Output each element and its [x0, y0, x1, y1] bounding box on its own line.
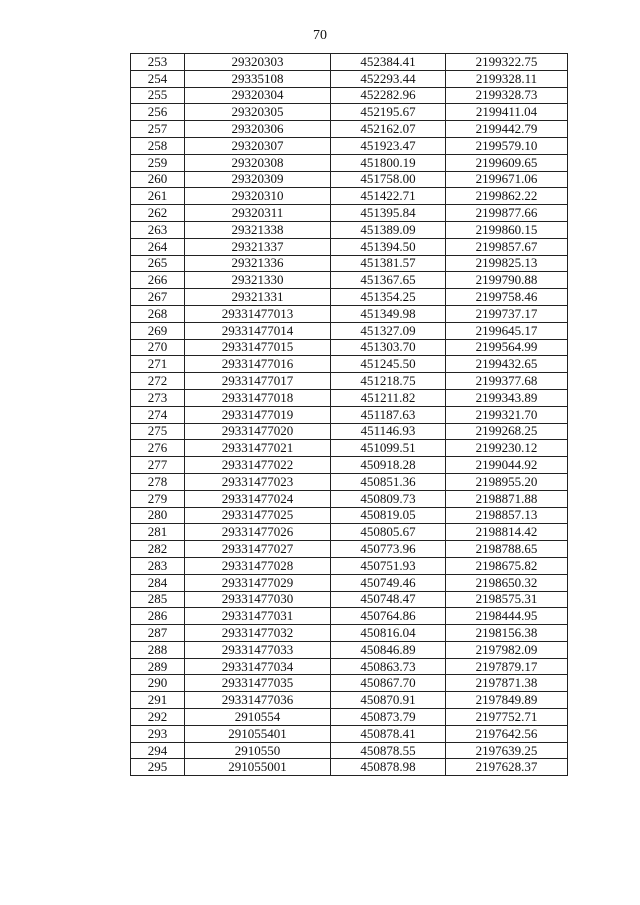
point-number-cell: 259	[131, 154, 185, 171]
coordinates-table	[130, 53, 568, 776]
point-id-cell: 29331477033	[185, 641, 331, 658]
x-coordinate-cell: 451211.82	[331, 389, 446, 406]
point-id-cell: 29335108	[185, 70, 331, 87]
y-coordinate-cell: 2197849.89	[446, 692, 568, 709]
x-coordinate-cell: 451099.51	[331, 440, 446, 457]
point-id-cell: 29320308	[185, 154, 331, 171]
point-id-cell: 29321336	[185, 255, 331, 272]
table-row	[131, 137, 568, 154]
point-number-cell: 275	[131, 423, 185, 440]
table-row	[131, 473, 568, 490]
point-number-cell: 274	[131, 406, 185, 423]
point-number-cell: 278	[131, 473, 185, 490]
point-id-cell: 29321338	[185, 221, 331, 238]
table-row	[131, 154, 568, 171]
y-coordinate-cell: 2197642.56	[446, 725, 568, 742]
point-number-cell: 279	[131, 490, 185, 507]
point-number-cell: 281	[131, 524, 185, 541]
point-number-cell: 295	[131, 759, 185, 776]
point-number-cell: 262	[131, 205, 185, 222]
y-coordinate-cell: 2199737.17	[446, 305, 568, 322]
y-coordinate-cell: 2197639.25	[446, 742, 568, 759]
point-number-cell: 287	[131, 625, 185, 642]
x-coordinate-cell: 452282.96	[331, 87, 446, 104]
point-id-cell: 29331477032	[185, 625, 331, 642]
point-id-cell: 29331477013	[185, 305, 331, 322]
y-coordinate-cell: 2199877.66	[446, 205, 568, 222]
y-coordinate-cell: 2197752.71	[446, 709, 568, 726]
point-id-cell: 29321331	[185, 289, 331, 306]
y-coordinate-cell: 2199671.06	[446, 171, 568, 188]
point-number-cell: 264	[131, 238, 185, 255]
x-coordinate-cell: 451349.98	[331, 305, 446, 322]
point-number-cell: 271	[131, 356, 185, 373]
point-number-cell: 258	[131, 137, 185, 154]
y-coordinate-cell: 2199268.25	[446, 423, 568, 440]
y-coordinate-cell: 2199328.73	[446, 87, 568, 104]
y-coordinate-cell: 2199411.04	[446, 104, 568, 121]
point-number-cell: 255	[131, 87, 185, 104]
x-coordinate-cell: 451395.84	[331, 205, 446, 222]
x-coordinate-cell: 451394.50	[331, 238, 446, 255]
x-coordinate-cell: 451218.75	[331, 373, 446, 390]
y-coordinate-cell: 2199645.17	[446, 322, 568, 339]
point-number-cell: 277	[131, 457, 185, 474]
point-id-cell: 29331477024	[185, 490, 331, 507]
y-coordinate-cell: 2198857.13	[446, 507, 568, 524]
point-id-cell: 29331477019	[185, 406, 331, 423]
y-coordinate-cell: 2199564.99	[446, 339, 568, 356]
point-id-cell: 29331477029	[185, 574, 331, 591]
page-number: 70	[313, 28, 327, 43]
table-row	[131, 305, 568, 322]
x-coordinate-cell: 450805.67	[331, 524, 446, 541]
y-coordinate-cell: 2197871.38	[446, 675, 568, 692]
y-coordinate-cell: 2198675.82	[446, 557, 568, 574]
point-number-cell: 286	[131, 608, 185, 625]
x-coordinate-cell: 451245.50	[331, 356, 446, 373]
point-number-cell: 265	[131, 255, 185, 272]
table-row	[131, 524, 568, 541]
y-coordinate-cell: 2199432.65	[446, 356, 568, 373]
point-id-cell: 291055001	[185, 759, 331, 776]
point-id-cell: 2910554	[185, 709, 331, 726]
point-number-cell: 290	[131, 675, 185, 692]
table-row	[131, 608, 568, 625]
point-number-cell: 276	[131, 440, 185, 457]
point-number-cell: 256	[131, 104, 185, 121]
y-coordinate-cell: 2197628.37	[446, 759, 568, 776]
point-number-cell: 289	[131, 658, 185, 675]
x-coordinate-cell: 451354.25	[331, 289, 446, 306]
point-id-cell: 29331477036	[185, 692, 331, 709]
x-coordinate-cell: 450867.70	[331, 675, 446, 692]
point-number-cell: 254	[131, 70, 185, 87]
point-id-cell: 29331477035	[185, 675, 331, 692]
x-coordinate-cell: 450751.93	[331, 557, 446, 574]
x-coordinate-cell: 450863.73	[331, 658, 446, 675]
table-row	[131, 675, 568, 692]
table-row	[131, 272, 568, 289]
point-id-cell: 2910550	[185, 742, 331, 759]
point-id-cell: 29320306	[185, 121, 331, 138]
x-coordinate-cell: 452162.07	[331, 121, 446, 138]
table-row	[131, 591, 568, 608]
table-row	[131, 373, 568, 390]
table-row	[131, 171, 568, 188]
point-id-cell: 29331477014	[185, 322, 331, 339]
point-id-cell: 29331477020	[185, 423, 331, 440]
point-id-cell: 29331477023	[185, 473, 331, 490]
y-coordinate-cell: 2198814.42	[446, 524, 568, 541]
table-row	[131, 457, 568, 474]
x-coordinate-cell: 451187.63	[331, 406, 446, 423]
table-row	[131, 406, 568, 423]
table-row	[131, 658, 568, 675]
y-coordinate-cell: 2199579.10	[446, 137, 568, 154]
y-coordinate-cell: 2199857.67	[446, 238, 568, 255]
x-coordinate-cell: 451800.19	[331, 154, 446, 171]
x-coordinate-cell: 450846.89	[331, 641, 446, 658]
point-id-cell: 29331477030	[185, 591, 331, 608]
point-number-cell: 253	[131, 54, 185, 71]
y-coordinate-cell: 2198575.31	[446, 591, 568, 608]
point-id-cell: 29331477021	[185, 440, 331, 457]
table-row	[131, 205, 568, 222]
x-coordinate-cell: 450878.55	[331, 742, 446, 759]
table-row	[131, 221, 568, 238]
point-id-cell: 29320305	[185, 104, 331, 121]
y-coordinate-cell: 2199790.88	[446, 272, 568, 289]
x-coordinate-cell: 450816.04	[331, 625, 446, 642]
y-coordinate-cell: 2198650.32	[446, 574, 568, 591]
y-coordinate-cell: 2199862.22	[446, 188, 568, 205]
x-coordinate-cell: 450918.28	[331, 457, 446, 474]
table-row	[131, 440, 568, 457]
point-id-cell: 291055401	[185, 725, 331, 742]
y-coordinate-cell: 2199860.15	[446, 221, 568, 238]
table-row	[131, 289, 568, 306]
table-row	[131, 104, 568, 121]
point-number-cell: 270	[131, 339, 185, 356]
point-id-cell: 29331477031	[185, 608, 331, 625]
y-coordinate-cell: 2198955.20	[446, 473, 568, 490]
point-id-cell: 29331477018	[185, 389, 331, 406]
table-row	[131, 541, 568, 558]
table-row	[131, 121, 568, 138]
table-row	[131, 339, 568, 356]
y-coordinate-cell: 2198788.65	[446, 541, 568, 558]
table-row	[131, 625, 568, 642]
x-coordinate-cell: 450851.36	[331, 473, 446, 490]
point-number-cell: 283	[131, 557, 185, 574]
x-coordinate-cell: 451327.09	[331, 322, 446, 339]
point-id-cell: 29331477017	[185, 373, 331, 390]
y-coordinate-cell: 2199230.12	[446, 440, 568, 457]
table-row	[131, 507, 568, 524]
table-row	[131, 692, 568, 709]
table-row	[131, 742, 568, 759]
point-number-cell: 267	[131, 289, 185, 306]
x-coordinate-cell: 451146.93	[331, 423, 446, 440]
x-coordinate-cell: 450873.79	[331, 709, 446, 726]
point-id-cell: 29331477028	[185, 557, 331, 574]
y-coordinate-cell: 2199328.11	[446, 70, 568, 87]
table-row	[131, 238, 568, 255]
table-row	[131, 70, 568, 87]
x-coordinate-cell: 451422.71	[331, 188, 446, 205]
table-row	[131, 574, 568, 591]
table-row	[131, 255, 568, 272]
x-coordinate-cell: 450878.41	[331, 725, 446, 742]
x-coordinate-cell: 450870.91	[331, 692, 446, 709]
x-coordinate-cell: 450749.46	[331, 574, 446, 591]
point-number-cell: 261	[131, 188, 185, 205]
point-number-cell: 257	[131, 121, 185, 138]
point-id-cell: 29320310	[185, 188, 331, 205]
y-coordinate-cell: 2198444.95	[446, 608, 568, 625]
point-number-cell: 284	[131, 574, 185, 591]
table-row	[131, 759, 568, 776]
x-coordinate-cell: 452195.67	[331, 104, 446, 121]
point-number-cell: 266	[131, 272, 185, 289]
y-coordinate-cell: 2197879.17	[446, 658, 568, 675]
point-number-cell: 280	[131, 507, 185, 524]
point-id-cell: 29320307	[185, 137, 331, 154]
y-coordinate-cell: 2199044.92	[446, 457, 568, 474]
point-number-cell: 293	[131, 725, 185, 742]
point-id-cell: 29331477025	[185, 507, 331, 524]
y-coordinate-cell: 2199825.13	[446, 255, 568, 272]
point-number-cell: 269	[131, 322, 185, 339]
x-coordinate-cell: 450764.86	[331, 608, 446, 625]
x-coordinate-cell: 450819.05	[331, 507, 446, 524]
x-coordinate-cell: 451923.47	[331, 137, 446, 154]
y-coordinate-cell: 2199377.68	[446, 373, 568, 390]
point-id-cell: 29320311	[185, 205, 331, 222]
y-coordinate-cell: 2199758.46	[446, 289, 568, 306]
point-id-cell: 29331477015	[185, 339, 331, 356]
point-id-cell: 29321337	[185, 238, 331, 255]
x-coordinate-cell: 450748.47	[331, 591, 446, 608]
y-coordinate-cell: 2197982.09	[446, 641, 568, 658]
table-row	[131, 641, 568, 658]
x-coordinate-cell: 450878.98	[331, 759, 446, 776]
point-number-cell: 272	[131, 373, 185, 390]
y-coordinate-cell: 2199322.75	[446, 54, 568, 71]
x-coordinate-cell: 450773.96	[331, 541, 446, 558]
table-row	[131, 54, 568, 71]
y-coordinate-cell: 2198871.88	[446, 490, 568, 507]
point-id-cell: 29331477022	[185, 457, 331, 474]
point-number-cell: 291	[131, 692, 185, 709]
table-row	[131, 356, 568, 373]
point-id-cell: 29320309	[185, 171, 331, 188]
y-coordinate-cell: 2199609.65	[446, 154, 568, 171]
table-row	[131, 389, 568, 406]
point-id-cell: 29320304	[185, 87, 331, 104]
point-number-cell: 282	[131, 541, 185, 558]
y-coordinate-cell: 2199442.79	[446, 121, 568, 138]
y-coordinate-cell: 2199343.89	[446, 389, 568, 406]
point-number-cell: 294	[131, 742, 185, 759]
table-row	[131, 87, 568, 104]
x-coordinate-cell: 451303.70	[331, 339, 446, 356]
x-coordinate-cell: 451367.65	[331, 272, 446, 289]
point-id-cell: 29331477016	[185, 356, 331, 373]
point-id-cell: 29331477026	[185, 524, 331, 541]
point-id-cell: 29331477034	[185, 658, 331, 675]
y-coordinate-cell: 2199321.70	[446, 406, 568, 423]
point-id-cell: 29320303	[185, 54, 331, 71]
point-number-cell: 288	[131, 641, 185, 658]
x-coordinate-cell: 451758.00	[331, 171, 446, 188]
point-number-cell: 268	[131, 305, 185, 322]
table-row	[131, 322, 568, 339]
table-row	[131, 490, 568, 507]
x-coordinate-cell: 450809.73	[331, 490, 446, 507]
point-number-cell: 285	[131, 591, 185, 608]
point-number-cell: 260	[131, 171, 185, 188]
y-coordinate-cell: 2198156.38	[446, 625, 568, 642]
table-row	[131, 725, 568, 742]
x-coordinate-cell: 452384.41	[331, 54, 446, 71]
table-row	[131, 557, 568, 574]
x-coordinate-cell: 451389.09	[331, 221, 446, 238]
table-row	[131, 709, 568, 726]
point-number-cell: 273	[131, 389, 185, 406]
coordinates-table-body	[131, 54, 568, 776]
table-row	[131, 423, 568, 440]
point-number-cell: 263	[131, 221, 185, 238]
point-number-cell: 292	[131, 709, 185, 726]
x-coordinate-cell: 452293.44	[331, 70, 446, 87]
point-id-cell: 29331477027	[185, 541, 331, 558]
table-row	[131, 188, 568, 205]
x-coordinate-cell: 451381.57	[331, 255, 446, 272]
point-id-cell: 29321330	[185, 272, 331, 289]
